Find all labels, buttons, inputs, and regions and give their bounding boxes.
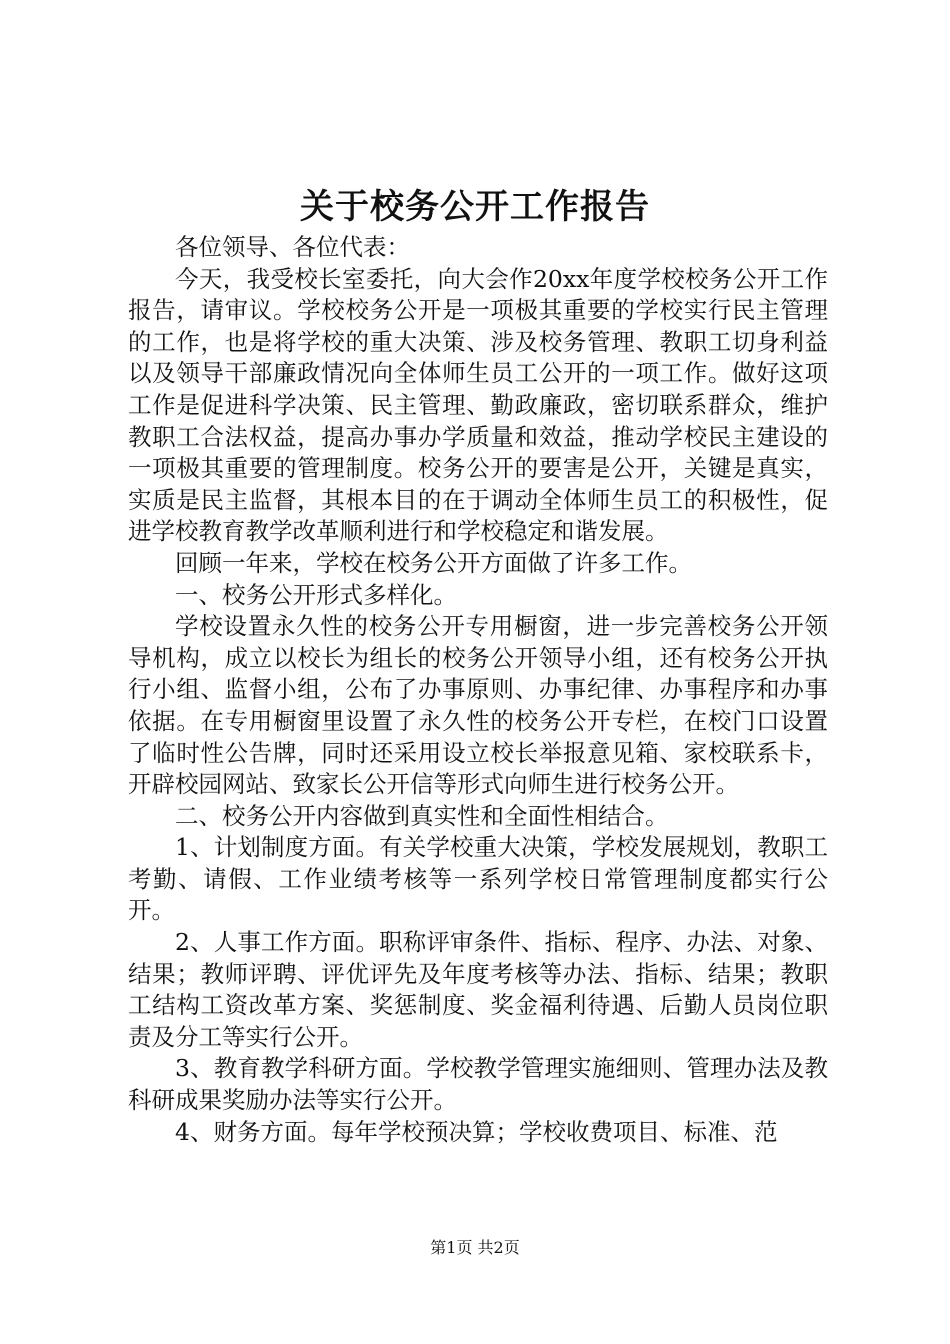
paragraph-review: 回顾一年来，学校在校务公开方面做了许多工作。 [175, 548, 692, 577]
page-number-footer: 第1页 共2页 [430, 1238, 520, 1257]
paragraph-item-3: 3、教育教学科研方面。学校教学管理实施细则、管理办法及教科研成果奖励办法等实行公开。 [128, 1054, 828, 1115]
paragraph-item-2: 2、人事工作方面。职称评审条件、指标、程序、办法、对象、结果；教师评聘、评优评先及年度考核等办法、指标、结果；教职工结构工资改革方案、奖惩制度、奖金福利待遇、后勤人员岗位职责及分工等实行公开。 [128, 928, 828, 1051]
document-title: 关于校务公开工作报告 [300, 187, 650, 227]
paragraph-section-1: 学校设置永久性的校务公开专用橱窗，进一步完善校务公开领导机构，成立以校长为组长的校务公开领导小组，还有校务公开执行小组、监督小组，公布了办事原则、办事纪律、办事程序和办事依据。在专用橱窗里设置了永久性的校务公开专栏，在校门口设置了临时性公告牌，同时还采用设立校长举报意见箱、家校联系卡，开辟校园网站、致家长公开信等形式向师生进行校务公开。 [128, 612, 828, 799]
paragraph-item-1: 1、计划制度方面。有关学校重大决策，学校发展规划，教职工考勤、请假、工作业绩考核等一系列学校日常管理制度都实行公开。 [128, 833, 828, 925]
paragraph-salutation: 各位领导、各位代表： [175, 233, 410, 261]
document-body [128, 232, 828, 1148]
paragraph-intro: 今天，我受校长室委托，向大会作20xx年度学校校务公开工作报告，请审议。学校校务公开是一项极其重要的学校实行民主管理的工作，也是将学校的重大决策、涉及校务管理、教职工切身利益以及领导干部廉政情况向全体师生员工公开的一项工作。做好这项工作是促进科学决策、民主管理、勤政廉政，密切联系群众，维护教职工合法权益，提高办事办学质量和效益，推动学校民主建设的一项极其重要的管理制度。校务公开的要害是公开，关键是真实，实质是民主监督，其根本目的在于调动全体师生员工的积极性，促进学校教育教学改革顺利进行和学校稳定和谐发展。 [128, 264, 828, 546]
paragraph-item-4: 4、财务方面。每年学校预决算；学校收费项目、标准、范 [175, 1117, 778, 1146]
section-heading-1: 一、校务公开形式多样化。 [175, 580, 457, 609]
section-heading-2: 二、校务公开内容做到真实性和全面性相结合。 [175, 801, 669, 830]
